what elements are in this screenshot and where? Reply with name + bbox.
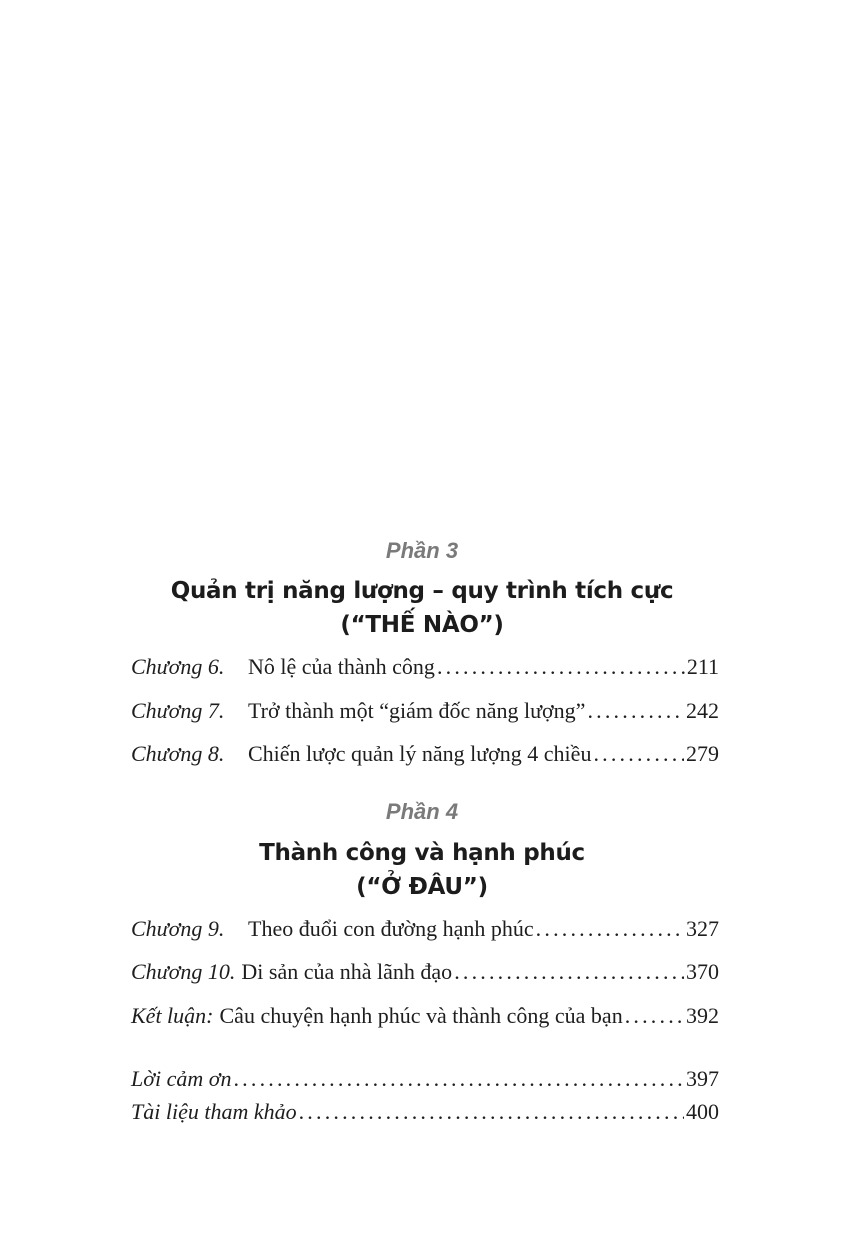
toc-entry[interactable] [131, 1001, 719, 1031]
toc-entry[interactable] [131, 652, 719, 682]
page-number: 370 [686, 959, 719, 984]
part-4-title [0, 836, 844, 904]
chapter-title: Câu chuyện hạnh phúc và thành công của bạn [219, 1003, 623, 1028]
dot-leader [454, 957, 684, 987]
part-3-label: Phần 3 [385, 538, 459, 563]
part-4-title-line: Thành công và hạnh phúc [259, 840, 585, 866]
toc-entry[interactable] [131, 914, 719, 944]
dot-leader [587, 696, 684, 726]
page-number: 327 [686, 916, 719, 941]
toc-entry[interactable] [131, 957, 719, 987]
dot-leader [593, 739, 684, 769]
chapter-title: Di sản của nhà lãnh đạo [241, 959, 453, 984]
page-number: 397 [686, 1066, 719, 1091]
chapter-label: Chương 9. [131, 916, 225, 941]
page-number: 392 [686, 1003, 719, 1028]
chapter-title: Nô lệ của thành công [248, 654, 435, 679]
dot-leader [625, 1001, 684, 1031]
chapter-label: Chương 10. [131, 959, 236, 984]
page-number: 279 [686, 741, 719, 766]
toc-entry[interactable] [131, 696, 719, 726]
entry-label: Lời cảm ơn [131, 1066, 232, 1091]
page-number: 211 [686, 654, 719, 679]
page-number: 400 [686, 1099, 719, 1124]
dot-leader [233, 1064, 684, 1094]
part-4-label: Phần 4 [385, 799, 459, 824]
part-3-title-line: Quản trị năng lượng – quy trình tích cực [170, 578, 674, 604]
conclusion-label: Kết luận: [131, 1003, 214, 1028]
dot-leader [299, 1097, 684, 1127]
entry-label: Tài liệu tham khảo [131, 1099, 297, 1124]
toc-entry-acknowledgements[interactable] [131, 1064, 719, 1094]
part-3-title [0, 574, 844, 642]
chapter-label: Chương 7. [131, 698, 225, 723]
chapter-title: Trở thành một “giám đốc năng lượng” [248, 698, 586, 723]
part-3-title-subtitle: (“THẾ NÀO”) [340, 612, 504, 638]
chapter-label: Chương 8. [131, 741, 225, 766]
part-4-title-subtitle: (“Ở ĐÂU”) [356, 874, 488, 900]
toc-entry-references[interactable] [131, 1097, 719, 1127]
page-number: 242 [686, 698, 719, 723]
chapter-title: Chiến lược quản lý năng lượng 4 chiều [248, 741, 592, 766]
dot-leader [437, 652, 685, 682]
chapter-label: Chương 6. [131, 654, 225, 679]
dot-leader [536, 914, 684, 944]
chapter-title: Theo đuổi con đường hạnh phúc [248, 916, 534, 941]
toc-entry[interactable] [131, 739, 719, 769]
